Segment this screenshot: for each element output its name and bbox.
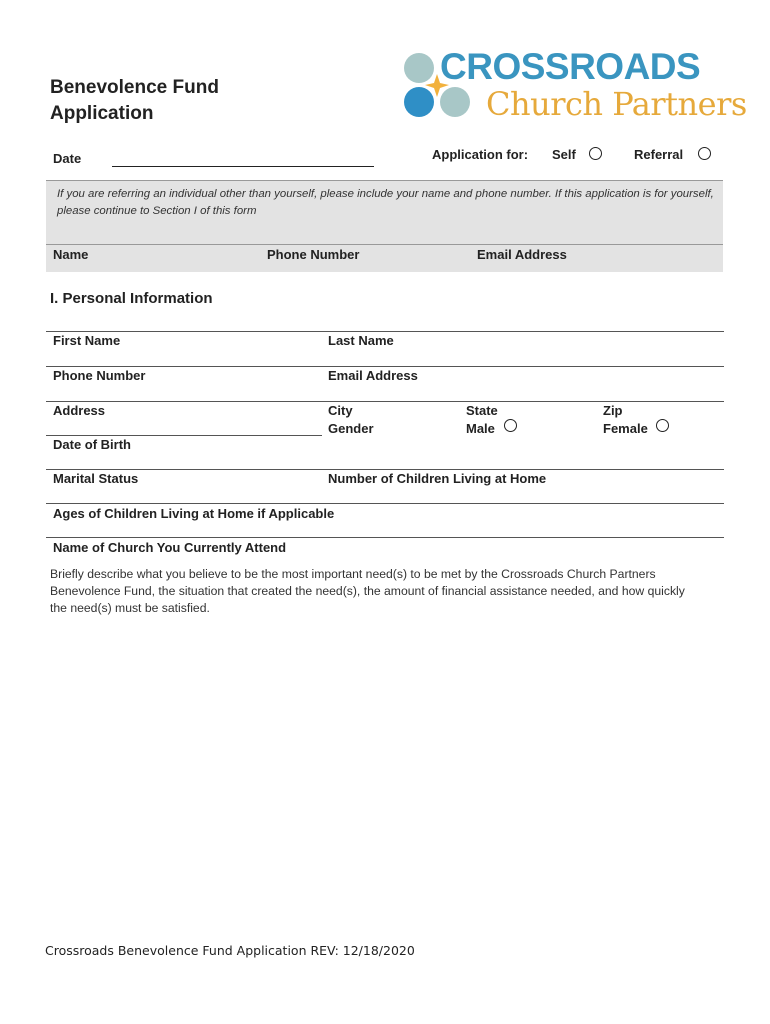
divider (46, 331, 724, 332)
date-label: Date (53, 151, 82, 166)
referral-note: If you are referring an individual other than yourself, please include your name and phone number. If this application is for yourself, please continue to Section I of this form (57, 188, 714, 217)
referral-email-field[interactable]: Email Address (477, 247, 567, 262)
children-ages-field[interactable]: Ages of Children Living at Home if Applicable (53, 506, 335, 521)
female-label: Female (603, 421, 648, 436)
title-line-1: Benevolence Fund (50, 77, 219, 98)
gender-label: Gender (328, 421, 374, 436)
divider (46, 435, 322, 436)
male-label: Male (466, 421, 495, 436)
divider (46, 366, 724, 367)
self-radio[interactable] (589, 147, 602, 160)
referral-divider (46, 244, 723, 245)
divider (46, 503, 724, 504)
logo-circle-bottom-right (440, 87, 470, 117)
email-address-field[interactable]: Email Address (328, 368, 418, 383)
section-heading-personal-info: I. Personal Information (50, 290, 213, 307)
date-of-birth-field[interactable]: Date of Birth (53, 437, 131, 452)
self-label: Self (552, 147, 576, 162)
logo-circle-bottom-left (404, 87, 434, 117)
male-radio[interactable] (504, 419, 517, 432)
logo-text-church-partners: Church Partners (486, 85, 747, 123)
needs-description-prompt: Briefly describe what you believe to be the most important need(s) to be met by the Crossroads Church Partners Benevolence Fund, the situation that created the need(s), the amount of financial assistance needed, and how quickly the need(s) must be satisfied. (50, 567, 685, 615)
logo-text-crossroads: CROSSROADS (440, 46, 701, 87)
phone-number-field[interactable]: Phone Number (53, 368, 146, 383)
application-for-label: Application for: (432, 147, 529, 162)
address-field[interactable]: Address (53, 403, 106, 418)
state-field[interactable]: State (466, 403, 498, 418)
zip-field[interactable]: Zip (603, 403, 623, 418)
title-line-2: Application (50, 103, 154, 124)
marital-status-field[interactable]: Marital Status (53, 471, 139, 486)
logo-circle-top-left (404, 53, 434, 83)
referral-phone-field[interactable]: Phone Number (267, 247, 360, 262)
date-field[interactable] (112, 166, 374, 167)
divider (46, 401, 724, 402)
referral-radio[interactable] (698, 147, 711, 160)
footer-revision: Crossroads Benevolence Fund Application REV: 12/18/2020 (45, 943, 415, 958)
last-name-field[interactable]: Last Name (328, 333, 394, 348)
female-radio[interactable] (656, 419, 669, 432)
city-field[interactable]: City (328, 403, 353, 418)
referral-label: Referral (634, 147, 684, 162)
church-name-field[interactable]: Name of Church You Currently Attend (53, 540, 287, 555)
page-title (50, 75, 219, 127)
first-name-field[interactable]: First Name (53, 333, 121, 348)
divider (46, 469, 724, 470)
children-count-field[interactable]: Number of Children Living at Home (328, 471, 547, 486)
needs-description-area[interactable] (46, 622, 724, 922)
referral-name-field[interactable]: Name (53, 247, 89, 262)
divider (46, 537, 724, 538)
